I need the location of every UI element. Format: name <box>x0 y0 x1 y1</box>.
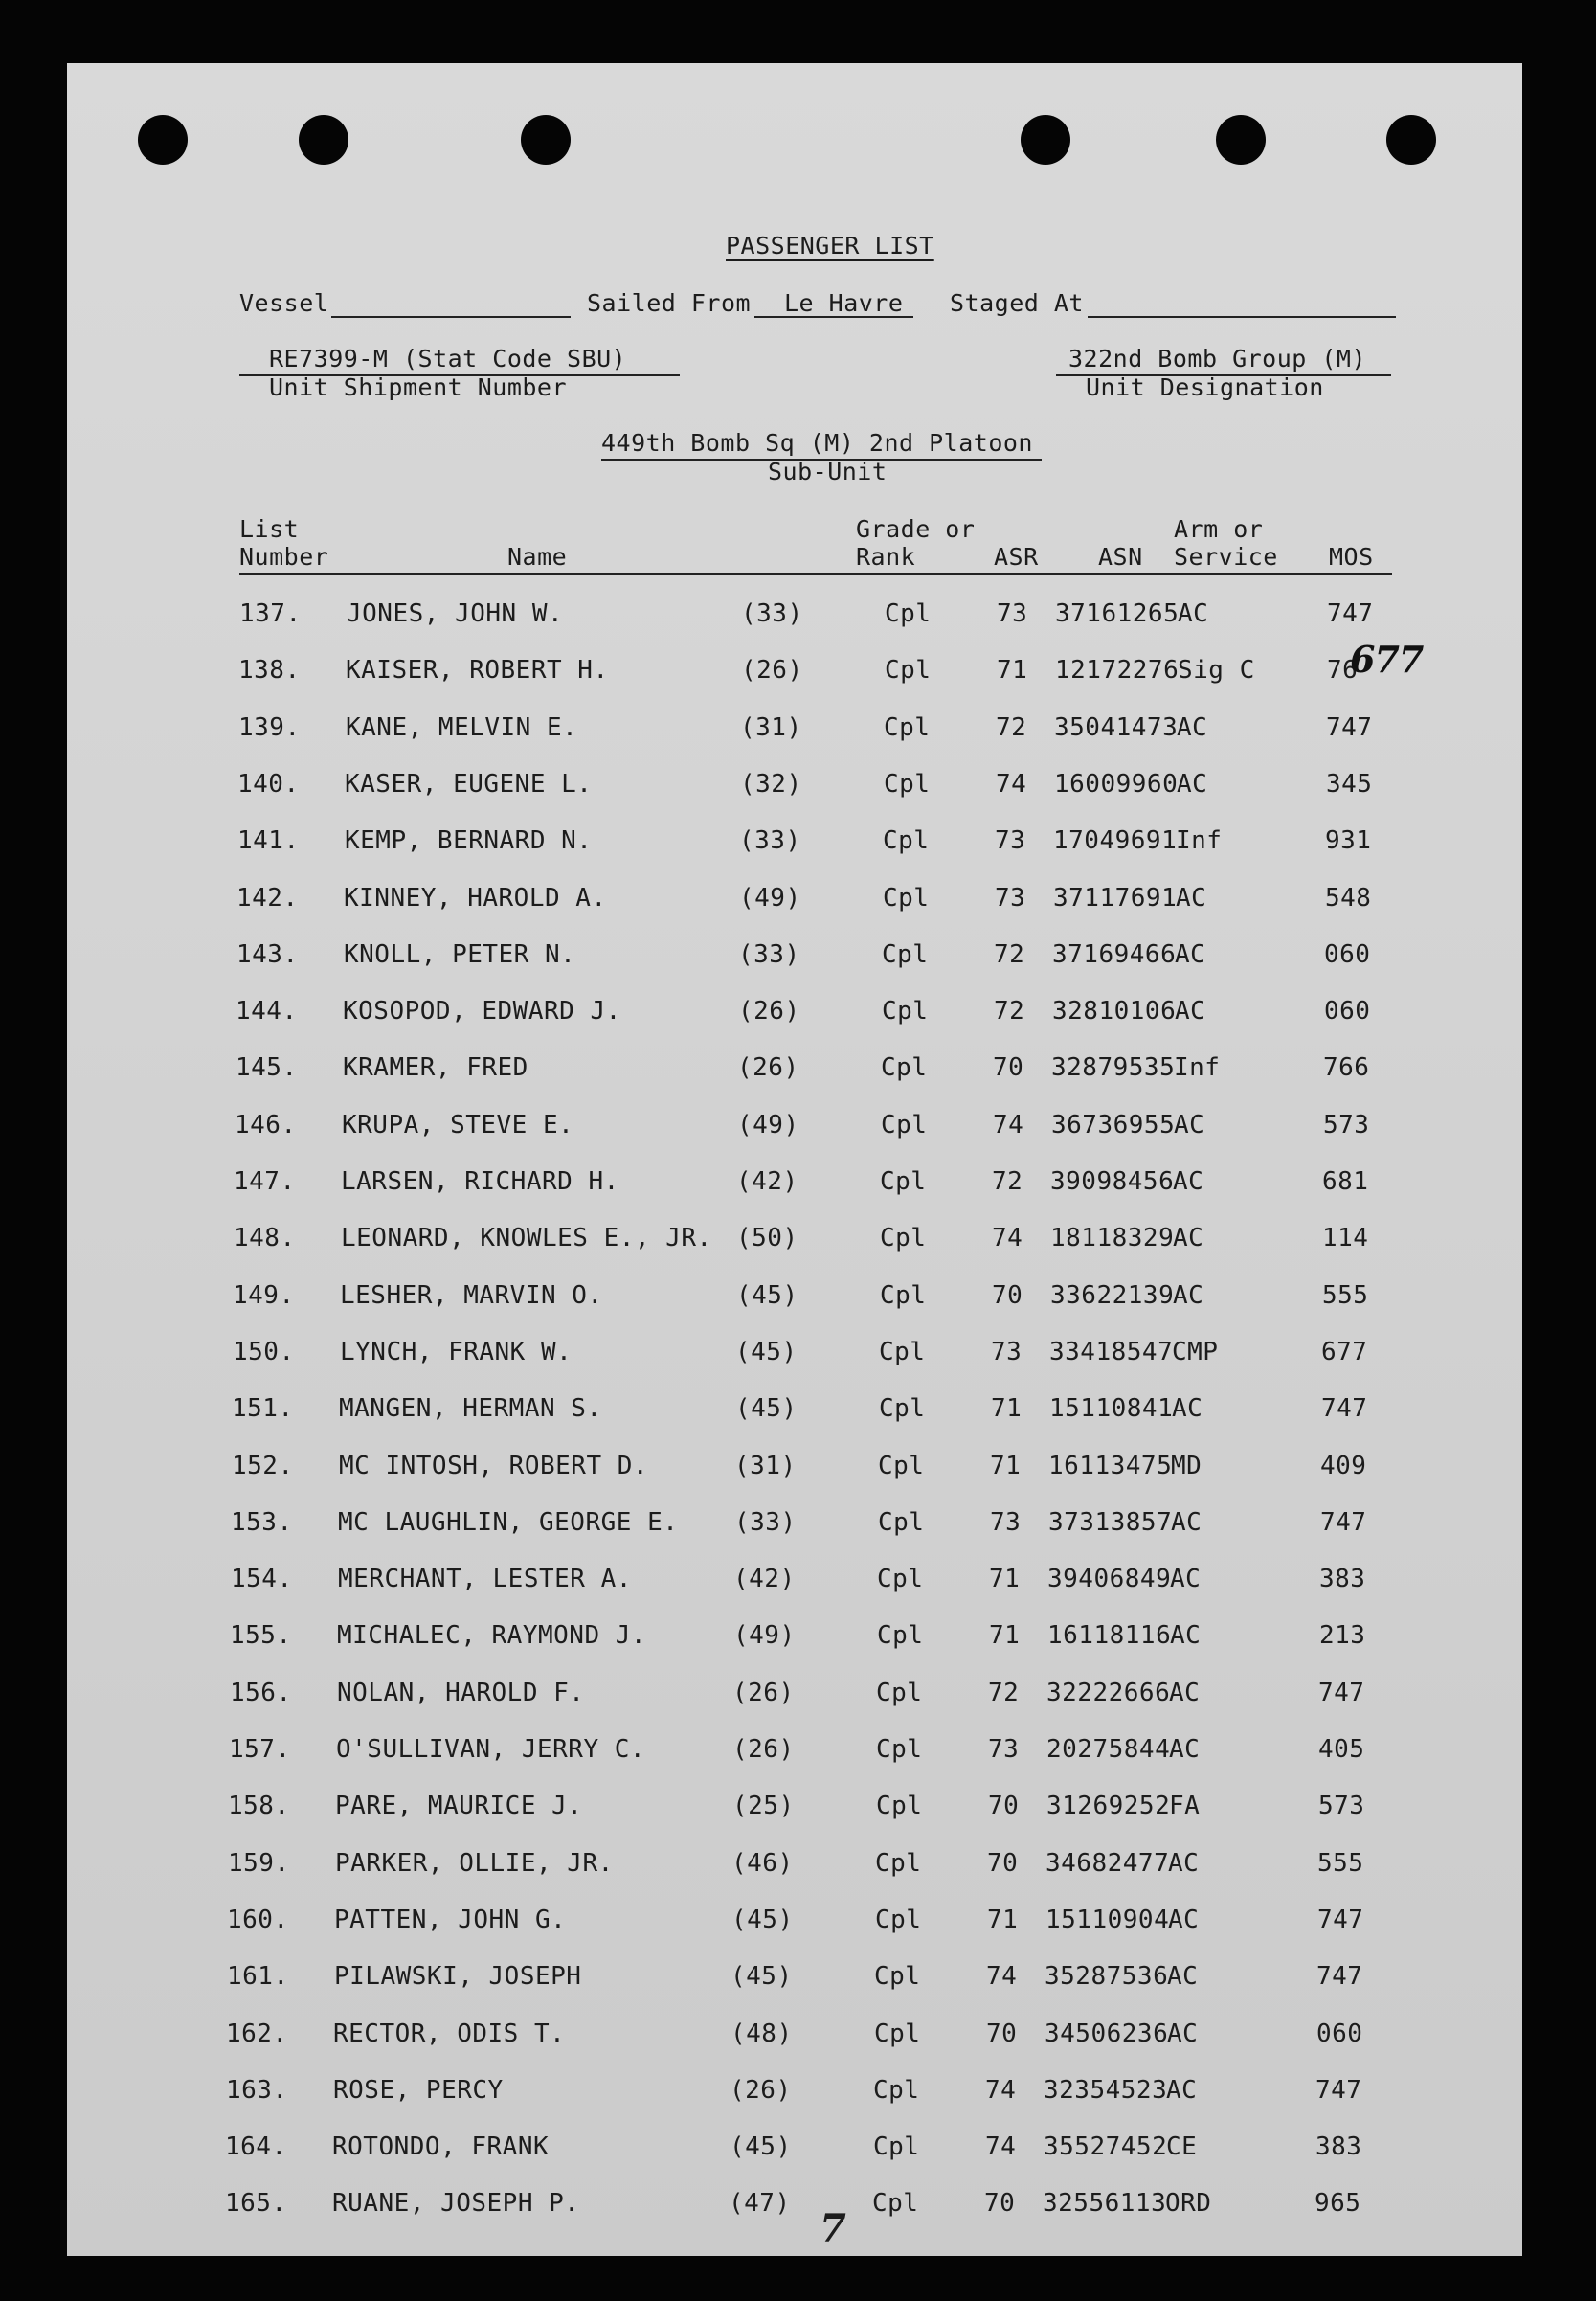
list-number-cell: 156. <box>230 1679 292 1707</box>
asr-cell: 73 <box>988 1735 1020 1764</box>
asr-cell: 71 <box>987 1906 1019 1934</box>
name-cell: LEONARD, KNOWLES E., JR. <box>341 1224 712 1252</box>
asr-cell: 72 <box>994 940 1025 969</box>
arm-cell: AC <box>1168 1906 1200 1934</box>
asr-cell: 70 <box>986 2019 1018 2048</box>
rank-cell: Cpl <box>876 1735 923 1764</box>
sailed-from-line <box>754 316 913 318</box>
asr-cell: 73 <box>997 599 1028 628</box>
age-cell: (48) <box>731 2019 793 2048</box>
asr-cell: 72 <box>996 713 1027 742</box>
arm-cell: AC <box>1173 1167 1204 1196</box>
rank-cell: Cpl <box>880 1224 927 1252</box>
asr-cell: 71 <box>991 1394 1023 1423</box>
asn-cell: 34506236 <box>1045 2019 1169 2048</box>
list-number-cell: 147. <box>234 1167 296 1196</box>
arm-cell: AC <box>1173 1224 1204 1252</box>
name-cell: KINNEY, HAROLD A. <box>344 884 607 913</box>
list-number-cell: 157. <box>229 1735 291 1764</box>
list-number-cell: 143. <box>236 940 299 969</box>
punch-hole <box>138 115 188 165</box>
mos-cell: 345 <box>1326 770 1373 799</box>
name-cell: RECTOR, ODIS T. <box>333 2019 566 2048</box>
name-cell: MC INTOSH, ROBERT D. <box>339 1452 649 1480</box>
col-list-number-line2: Number <box>239 543 329 571</box>
unit-designation-value: 322nd Bomb Group (M) <box>1068 345 1367 372</box>
unit-designation-label: Unit Designation <box>1086 373 1324 401</box>
list-number-cell: 158. <box>228 1792 290 1820</box>
asn-cell: 33418547 <box>1049 1338 1174 1366</box>
mos-cell: 114 <box>1322 1224 1369 1252</box>
rank-cell: Cpl <box>875 1906 922 1934</box>
arm-cell: AC <box>1167 2019 1199 2048</box>
name-cell: KRAMER, FRED <box>343 1053 528 1082</box>
age-cell: (49) <box>739 884 801 913</box>
rank-cell: Cpl <box>873 2132 920 2161</box>
age-cell: (26) <box>741 656 803 685</box>
rank-cell: Cpl <box>877 1565 924 1593</box>
document-page <box>67 63 1522 2256</box>
list-number-cell: 162. <box>226 2019 288 2048</box>
name-cell: LARSEN, RICHARD H. <box>341 1167 619 1196</box>
list-number-cell: 148. <box>234 1224 296 1252</box>
asr-cell: 72 <box>992 1167 1023 1196</box>
list-number-cell: 141. <box>237 826 300 855</box>
asn-cell: 37313857 <box>1048 1508 1173 1537</box>
arm-cell: AC <box>1177 770 1208 799</box>
rank-cell: Cpl <box>878 1508 925 1537</box>
asn-cell: 37117691 <box>1053 884 1178 913</box>
asn-cell: 32879535 <box>1051 1053 1176 1082</box>
asn-cell: 16113475 <box>1048 1452 1173 1480</box>
arm-cell: AC <box>1173 1281 1204 1310</box>
name-cell: PARE, MAURICE J. <box>335 1792 583 1820</box>
name-cell: KANE, MELVIN E. <box>346 713 578 742</box>
mos-cell: 747 <box>1326 713 1373 742</box>
mos-cell: 931 <box>1325 826 1372 855</box>
mos-cell: 555 <box>1317 1849 1364 1878</box>
mos-cell: 747 <box>1317 1906 1364 1934</box>
name-cell: KOSOPOD, EDWARD J. <box>343 997 621 1026</box>
page-number: 7 <box>820 2206 846 2251</box>
arm-cell: FA <box>1169 1792 1201 1820</box>
mos-cell: 060 <box>1316 2019 1363 2048</box>
arm-cell: AC <box>1166 2076 1198 2105</box>
sub-unit-label: Sub-Unit <box>768 458 888 485</box>
asr-cell: 70 <box>993 1053 1024 1082</box>
rank-cell: Cpl <box>873 2076 920 2105</box>
name-cell: LYNCH, FRANK W. <box>340 1338 573 1366</box>
col-grade-line1: Grade or <box>856 515 976 543</box>
header-underline <box>239 573 1392 575</box>
arm-cell: AC <box>1175 997 1206 1026</box>
mos-cell: 548 <box>1325 884 1372 913</box>
list-number-cell: 165. <box>225 2189 287 2218</box>
age-cell: (26) <box>737 1053 799 1082</box>
mos-cell: 573 <box>1323 1111 1370 1139</box>
list-number-cell: 142. <box>236 884 299 913</box>
age-cell: (45) <box>731 1962 793 1991</box>
age-cell: (46) <box>731 1849 794 1878</box>
age-cell: (31) <box>734 1452 797 1480</box>
list-number-cell: 153. <box>231 1508 293 1537</box>
asn-cell: 35527452 <box>1044 2132 1168 2161</box>
punch-hole <box>1386 115 1436 165</box>
mos-cell: 747 <box>1321 1394 1368 1423</box>
age-cell: (26) <box>732 1679 795 1707</box>
arm-cell: MD <box>1171 1452 1203 1480</box>
age-cell: (25) <box>732 1792 795 1820</box>
punch-hole <box>299 115 348 165</box>
name-cell: PILAWSKI, JOSEPH <box>334 1962 582 1991</box>
asr-cell: 74 <box>992 1224 1023 1252</box>
asr-cell: 74 <box>985 2076 1017 2105</box>
mos-cell: 677 <box>1321 1338 1368 1366</box>
asn-cell: 32222666 <box>1046 1679 1171 1707</box>
arm-cell: Inf <box>1176 826 1223 855</box>
name-cell: NOLAN, HAROLD F. <box>337 1679 585 1707</box>
arm-cell: AC <box>1175 940 1206 969</box>
asr-cell: 72 <box>988 1679 1020 1707</box>
asr-cell: 74 <box>985 2132 1017 2161</box>
rank-cell: Cpl <box>883 826 930 855</box>
asn-cell: 33622139 <box>1050 1281 1175 1310</box>
age-cell: (33) <box>739 826 801 855</box>
name-cell: MANGEN, HERMAN S. <box>339 1394 602 1423</box>
asn-cell: 31269252 <box>1046 1792 1171 1820</box>
vessel-blank-line <box>331 316 571 318</box>
age-cell: (50) <box>736 1224 798 1252</box>
mos-cell: 747 <box>1327 599 1374 628</box>
vessel-label: Vessel <box>239 289 329 317</box>
rank-cell: Cpl <box>876 1679 923 1707</box>
arm-cell: AC <box>1170 1565 1202 1593</box>
unit-shipment-number-value: RE7399-M (Stat Code SBU) <box>269 345 627 372</box>
rank-cell: Cpl <box>884 770 931 799</box>
asn-cell: 16009960 <box>1054 770 1179 799</box>
asr-cell: 70 <box>987 1849 1019 1878</box>
age-cell: (32) <box>740 770 802 799</box>
mos-cell: 747 <box>1316 1962 1363 1991</box>
name-cell: MERCHANT, LESTER A. <box>338 1565 632 1593</box>
age-cell: (33) <box>738 940 800 969</box>
col-list-number-line1: List <box>239 515 300 543</box>
mos-cell: 383 <box>1319 1565 1366 1593</box>
mos-cell: 681 <box>1322 1167 1369 1196</box>
mos-cell: 383 <box>1315 2132 1362 2161</box>
mos-cell: 766 <box>1323 1053 1370 1082</box>
name-cell: ROTONDO, FRANK <box>332 2132 550 2161</box>
sub-unit-value: 449th Bomb Sq (M) 2nd Platoon <box>601 429 1033 457</box>
asr-cell: 70 <box>984 2189 1016 2218</box>
list-number-cell: 150. <box>233 1338 295 1366</box>
name-cell: LESHER, MARVIN O. <box>340 1281 603 1310</box>
age-cell: (33) <box>734 1508 797 1537</box>
col-asn: ASN <box>1098 543 1143 571</box>
asr-cell: 74 <box>993 1111 1024 1139</box>
rank-cell: Cpl <box>881 1111 928 1139</box>
handwritten-mos-correction: 677 <box>1350 638 1424 681</box>
age-cell: (42) <box>736 1167 798 1196</box>
mos-cell: 747 <box>1318 1679 1365 1707</box>
age-cell: (45) <box>736 1281 798 1310</box>
list-number-cell: 145. <box>236 1053 298 1082</box>
page-title: PASSENGER LIST <box>726 232 934 259</box>
asn-cell: 32556113 <box>1043 2189 1167 2218</box>
name-cell: MC LAUGHLIN, GEORGE E. <box>338 1508 679 1537</box>
rank-cell: Cpl <box>875 1849 922 1878</box>
asn-cell: 39406849 <box>1047 1565 1172 1593</box>
rank-cell: Cpl <box>876 1792 923 1820</box>
list-number-cell: 140. <box>237 770 300 799</box>
asn-cell: 39098456 <box>1050 1167 1175 1196</box>
name-cell: JONES, JOHN W. <box>347 599 564 628</box>
mos-cell: 747 <box>1315 2076 1362 2105</box>
age-cell: (47) <box>729 2189 791 2218</box>
punch-hole <box>1216 115 1266 165</box>
list-number-cell: 155. <box>230 1621 292 1650</box>
arm-cell: AC <box>1174 1111 1205 1139</box>
list-number-cell: 154. <box>231 1565 293 1593</box>
age-cell: (33) <box>741 599 803 628</box>
list-number-cell: 159. <box>228 1849 290 1878</box>
asr-cell: 74 <box>986 1962 1018 1991</box>
age-cell: (26) <box>732 1735 795 1764</box>
staged-at-blank-line <box>1088 316 1396 318</box>
sailed-from-label: Sailed From <box>587 289 752 317</box>
list-number-cell: 151. <box>232 1394 294 1423</box>
asn-cell: 32810106 <box>1052 997 1177 1026</box>
asn-cell: 32354523 <box>1044 2076 1168 2105</box>
asr-cell: 72 <box>994 997 1025 1026</box>
asr-cell: 71 <box>989 1621 1021 1650</box>
age-cell: (45) <box>731 1906 794 1934</box>
arm-cell: AC <box>1177 713 1208 742</box>
list-number-cell: 146. <box>235 1111 297 1139</box>
asn-cell: 36736955 <box>1051 1111 1176 1139</box>
age-cell: (26) <box>738 997 800 1026</box>
list-number-cell: 160. <box>227 1906 289 1934</box>
asn-cell: 12172276 <box>1055 656 1180 685</box>
rank-cell: Cpl <box>882 940 929 969</box>
arm-cell: AC <box>1167 1962 1199 1991</box>
arm-cell: Inf <box>1174 1053 1221 1082</box>
asr-cell: 73 <box>995 826 1026 855</box>
rank-cell: Cpl <box>879 1394 926 1423</box>
list-number-cell: 139. <box>238 713 301 742</box>
arm-cell: AC <box>1169 1735 1201 1764</box>
sailed-from-value: Le Havre <box>784 289 904 317</box>
name-cell: KEMP, BERNARD N. <box>345 826 593 855</box>
arm-cell: AC <box>1171 1508 1203 1537</box>
name-cell: PATTEN, JOHN G. <box>334 1906 567 1934</box>
mos-cell: 573 <box>1318 1792 1365 1820</box>
mos-cell: 060 <box>1324 997 1371 1026</box>
name-cell: KAISER, ROBERT H. <box>346 656 609 685</box>
rank-cell: Cpl <box>881 1053 928 1082</box>
list-number-cell: 149. <box>233 1281 295 1310</box>
mos-cell: 747 <box>1320 1508 1367 1537</box>
asn-cell: 15110841 <box>1049 1394 1174 1423</box>
arm-cell: AC <box>1178 599 1209 628</box>
name-cell: PARKER, OLLIE, JR. <box>335 1849 614 1878</box>
rank-cell: Cpl <box>885 599 932 628</box>
mos-cell: 555 <box>1322 1281 1369 1310</box>
arm-cell: CMP <box>1172 1338 1219 1366</box>
list-number-cell: 138. <box>238 656 301 685</box>
list-number-cell: 163. <box>226 2076 288 2105</box>
asn-cell: 16118116 <box>1047 1621 1172 1650</box>
asr-cell: 73 <box>995 884 1026 913</box>
rank-cell: Cpl <box>878 1452 925 1480</box>
asn-cell: 37161265 <box>1055 599 1180 628</box>
list-number-cell: 144. <box>236 997 298 1026</box>
age-cell: (45) <box>735 1394 798 1423</box>
asn-cell: 34682477 <box>1045 1849 1170 1878</box>
age-cell: (49) <box>733 1621 796 1650</box>
asr-cell: 71 <box>989 1565 1021 1593</box>
arm-cell: Sig C <box>1178 656 1255 685</box>
list-number-cell: 164. <box>225 2132 287 2161</box>
asn-cell: 35041473 <box>1054 713 1179 742</box>
col-name: Name <box>507 543 568 571</box>
mos-cell: 409 <box>1320 1452 1367 1480</box>
name-cell: MICHALEC, RAYMOND J. <box>337 1621 647 1650</box>
age-cell: (31) <box>740 713 802 742</box>
mos-cell: 213 <box>1319 1621 1366 1650</box>
asn-cell: 37169466 <box>1052 940 1177 969</box>
arm-cell: AC <box>1172 1394 1203 1423</box>
arm-cell: ORD <box>1165 2189 1212 2218</box>
age-cell: (45) <box>735 1338 798 1366</box>
col-arm-line1: Arm or <box>1174 515 1264 543</box>
asr-cell: 71 <box>997 656 1028 685</box>
asr-cell: 70 <box>992 1281 1023 1310</box>
name-cell: KRUPA, STEVE E. <box>342 1111 574 1139</box>
rank-cell: Cpl <box>879 1338 926 1366</box>
name-cell: RUANE, JOSEPH P. <box>332 2189 580 2218</box>
mos-cell: 76 <box>1327 656 1359 685</box>
list-number-cell: 161. <box>227 1962 289 1991</box>
arm-cell: AC <box>1168 1849 1200 1878</box>
asr-cell: 70 <box>988 1792 1020 1820</box>
age-cell: (45) <box>730 2132 792 2161</box>
mos-cell: 965 <box>1315 2189 1361 2218</box>
arm-cell: AC <box>1169 1679 1201 1707</box>
name-cell: O'SULLIVAN, JERRY C. <box>336 1735 646 1764</box>
rank-cell: Cpl <box>882 997 929 1026</box>
punch-hole <box>521 115 571 165</box>
asn-cell: 35287536 <box>1045 1962 1169 1991</box>
age-cell: (42) <box>733 1565 796 1593</box>
age-cell: (26) <box>730 2076 792 2105</box>
col-grade-line2: Rank <box>856 543 916 571</box>
punch-hole <box>1021 115 1070 165</box>
unit-shipment-number-label: Unit Shipment Number <box>269 373 568 401</box>
asr-cell: 73 <box>991 1338 1023 1366</box>
asr-cell: 71 <box>990 1452 1022 1480</box>
asr-cell: 74 <box>996 770 1027 799</box>
mos-cell: 060 <box>1324 940 1371 969</box>
arm-cell: AC <box>1176 884 1207 913</box>
mos-cell: 405 <box>1318 1735 1365 1764</box>
rank-cell: Cpl <box>884 713 931 742</box>
col-asr: ASR <box>994 543 1039 571</box>
col-mos: MOS <box>1329 543 1374 571</box>
arm-cell: CE <box>1166 2132 1198 2161</box>
rank-cell: Cpl <box>874 1962 921 1991</box>
asr-cell: 73 <box>990 1508 1022 1537</box>
asn-cell: 20275844 <box>1046 1735 1171 1764</box>
age-cell: (49) <box>737 1111 799 1139</box>
rank-cell: Cpl <box>874 2019 921 2048</box>
rank-cell: Cpl <box>880 1281 927 1310</box>
rank-cell: Cpl <box>872 2189 919 2218</box>
arm-cell: AC <box>1170 1621 1202 1650</box>
name-cell: ROSE, PERCY <box>333 2076 504 2105</box>
rank-cell: Cpl <box>885 656 932 685</box>
rank-cell: Cpl <box>880 1167 927 1196</box>
staged-at-label: Staged At <box>950 289 1084 317</box>
asn-cell: 17049691 <box>1053 826 1178 855</box>
list-number-cell: 152. <box>232 1452 294 1480</box>
list-number-cell: 137. <box>239 599 302 628</box>
col-arm-line2: Service <box>1174 543 1278 571</box>
rank-cell: Cpl <box>877 1621 924 1650</box>
rank-cell: Cpl <box>883 884 930 913</box>
name-cell: KNOLL, PETER N. <box>344 940 576 969</box>
name-cell: KASER, EUGENE L. <box>345 770 593 799</box>
asn-cell: 18118329 <box>1050 1224 1175 1252</box>
asn-cell: 15110904 <box>1045 1906 1170 1934</box>
